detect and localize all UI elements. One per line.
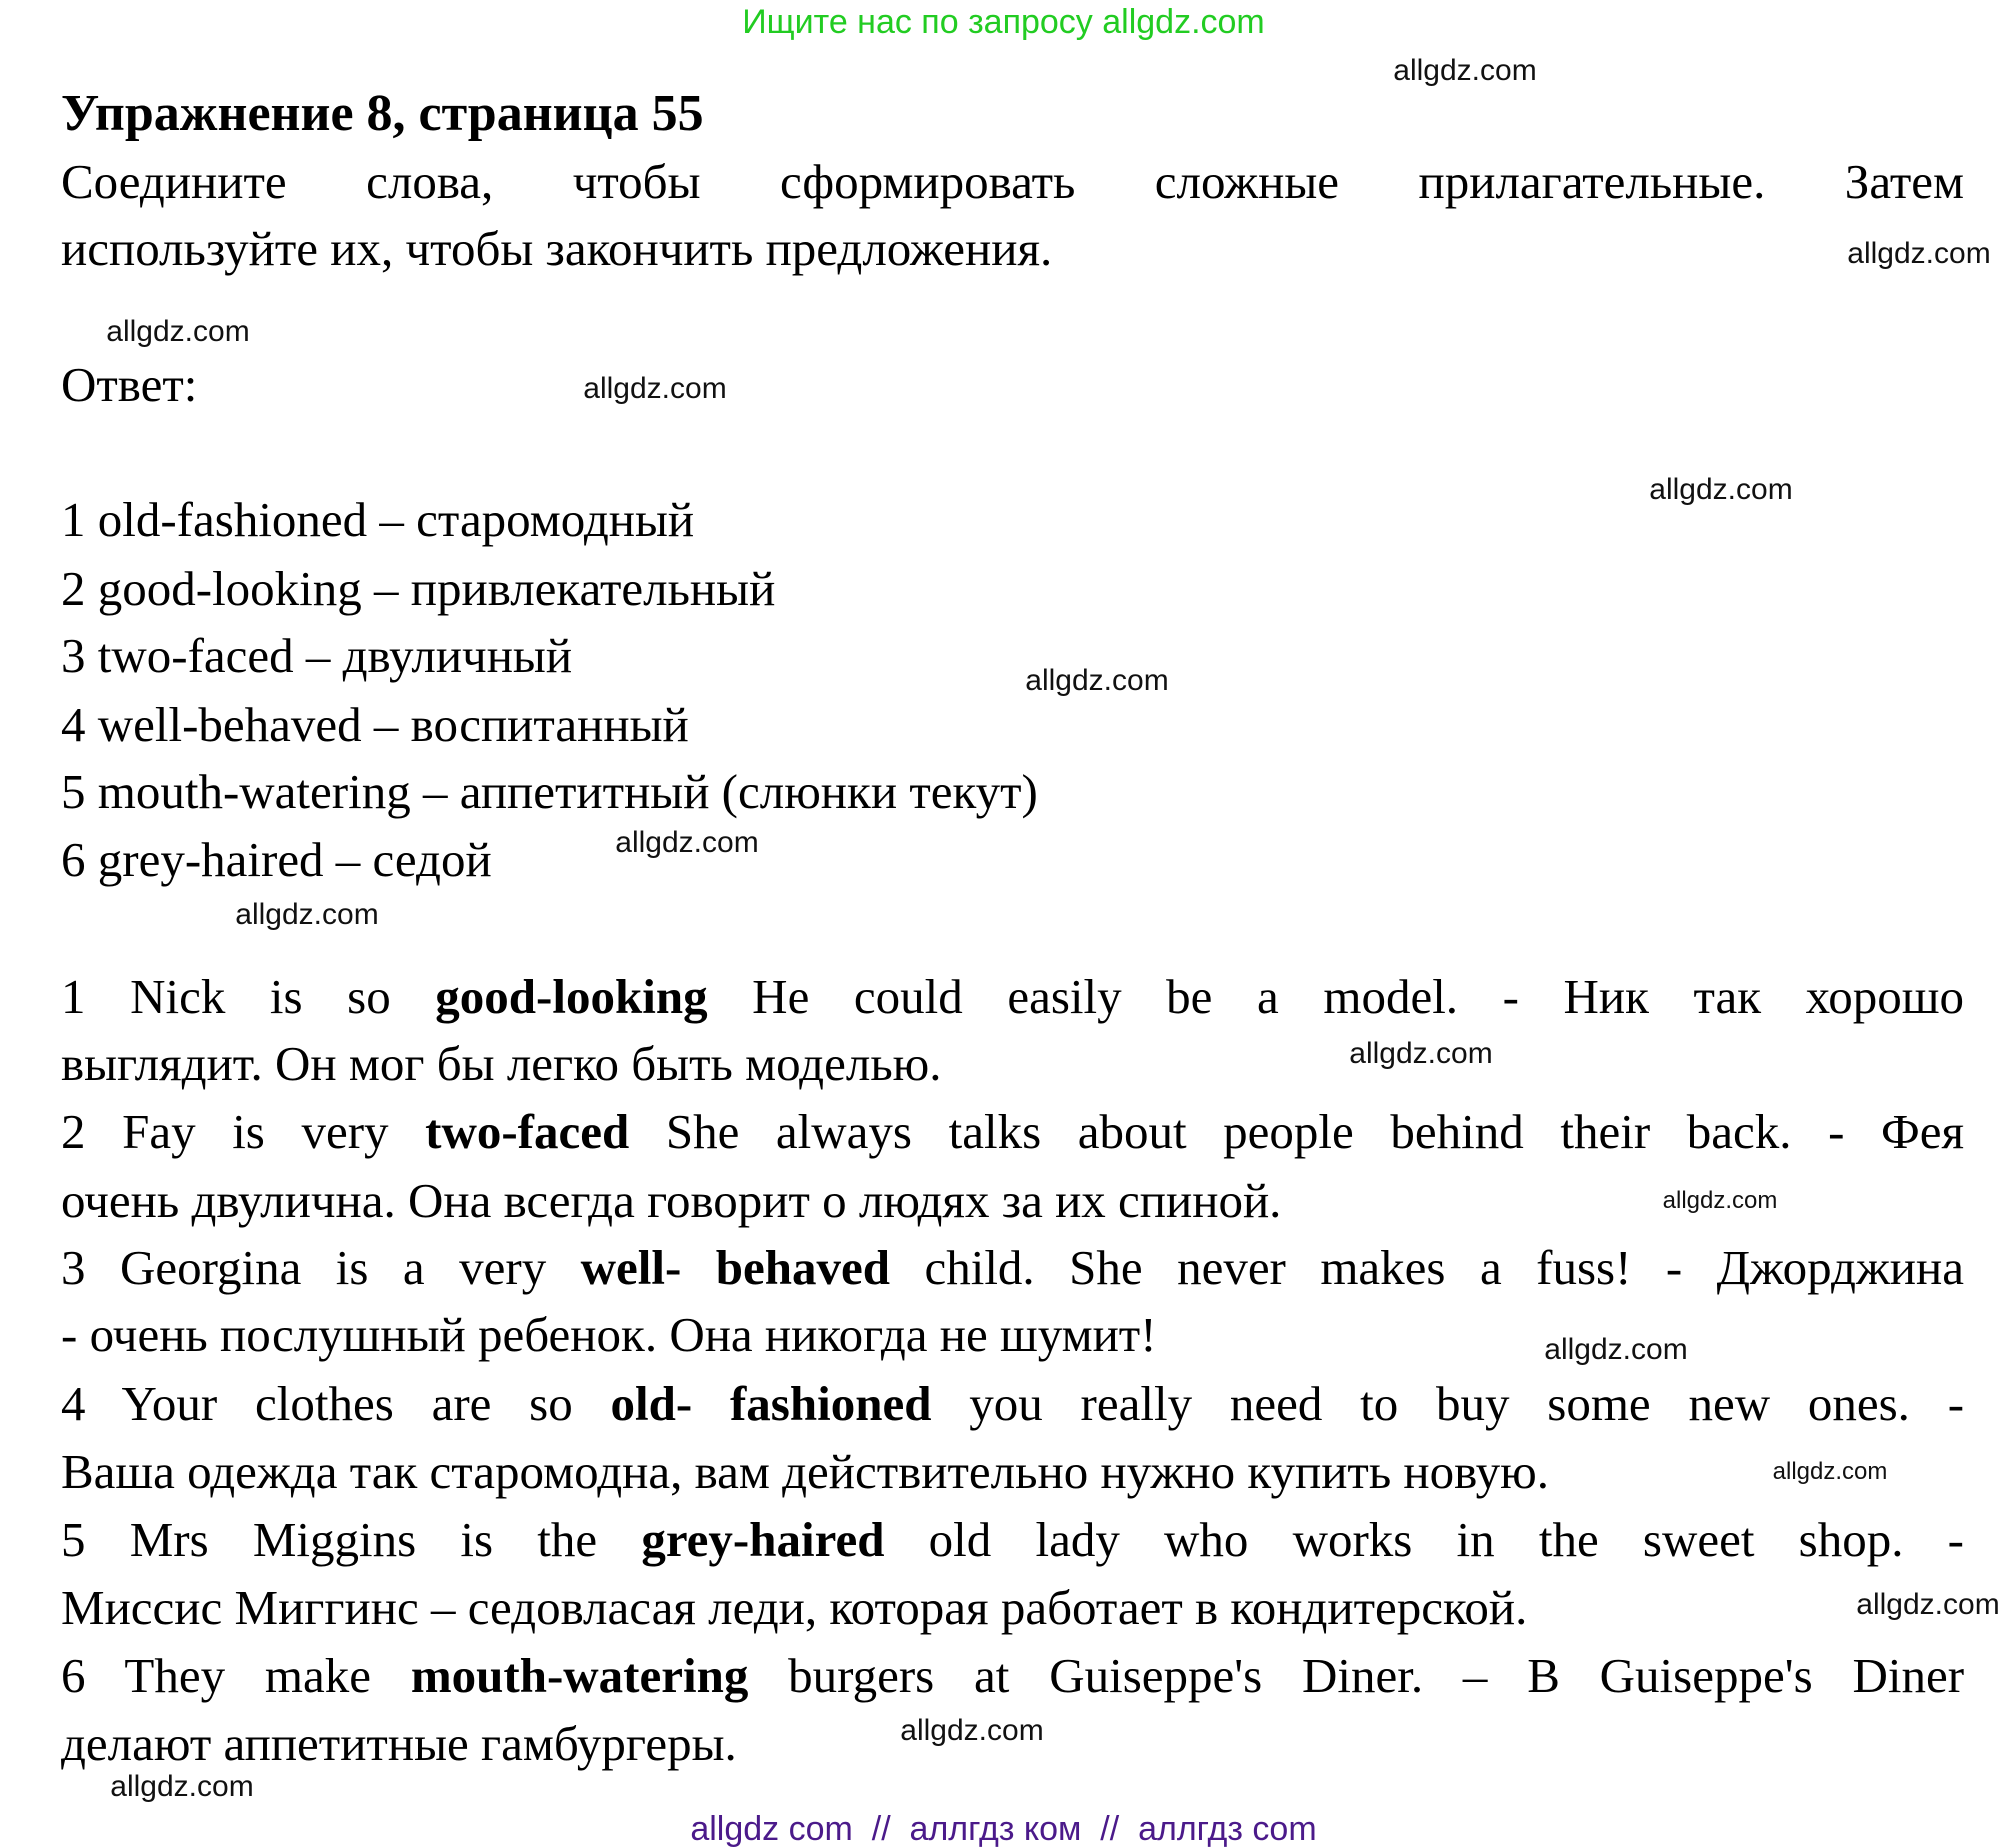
sentence-line xyxy=(61,965,1964,1029)
sentence-text: делают аппетитные гамбургеры. xyxy=(61,1716,737,1771)
sentence-line xyxy=(61,1440,1549,1504)
answer-word: mouth-watering xyxy=(410,1648,749,1703)
task-line: Соедините слова, чтобы сформировать сложные прилагательные. Затем xyxy=(61,154,1964,209)
sentence-line xyxy=(61,1372,1964,1436)
word-list-item: 4 well-behaved – воспитанный xyxy=(61,697,689,752)
watermark: allgdz.com xyxy=(1025,664,1169,697)
sentence-text: 5 Mrs Miggins is the xyxy=(61,1512,642,1567)
sentence-text: - очень послушный ребенок. Она никогда не шумит! xyxy=(61,1307,1157,1362)
watermark: allgdz.com xyxy=(1856,1588,2000,1621)
answer-word: good-looking xyxy=(435,969,708,1024)
watermark: allgdz.com xyxy=(1649,473,1793,506)
answer-word: grey-haired xyxy=(641,1512,885,1567)
watermark: allgdz.com xyxy=(1393,54,1537,87)
watermark: allgdz.com xyxy=(1662,1187,1778,1214)
sentence-text: He could easily be a model. - Ник так хорошо xyxy=(707,969,1965,1024)
watermark: allgdz.com xyxy=(110,1770,254,1803)
word-list-item: 3 two-faced – двуличный xyxy=(61,628,573,683)
word-list-item: 1 old-fashioned – старомодный xyxy=(61,492,695,547)
sentence-line xyxy=(61,1303,1157,1367)
word-list-item: 2 good-looking – привлекательный xyxy=(61,561,776,616)
watermark: allgdz.com xyxy=(1349,1037,1493,1070)
sentence-line xyxy=(61,1100,1964,1164)
exercise-heading: Упражнение 8, страница 55 xyxy=(61,85,704,142)
sentence-text: 2 Fay is very xyxy=(61,1104,426,1159)
sentence-text: She always talks about people behind their back. - Фея xyxy=(629,1104,1964,1159)
search-banner: Ищите нас по запросу allgdz.com xyxy=(742,3,1265,41)
sentence-text: выглядит. Он мог бы легко быть моделью. xyxy=(61,1036,942,1091)
sentence-text: burgers at Guiseppe's Diner. – В Guiseppe's Diner xyxy=(748,1648,1965,1703)
sentence-text: очень двулична. Она всегда говорит о людях за их спиной. xyxy=(61,1173,1282,1228)
word-list-item: 6 grey-haired – седой xyxy=(61,832,492,887)
answer-word: well- behaved xyxy=(580,1240,891,1295)
sentence-line xyxy=(61,1576,1527,1640)
sentence-text: you really need to buy some new ones. - xyxy=(931,1376,1965,1431)
watermark: allgdz.com xyxy=(900,1714,1044,1747)
sentence-text: 3 Georgina is a very xyxy=(61,1240,581,1295)
sentence-text: old lady who works in the sweet shop. - xyxy=(884,1512,1964,1567)
task-line: используйте их, чтобы закончить предложения. xyxy=(61,221,1053,276)
watermark: allgdz.com xyxy=(106,315,250,348)
sentence-line xyxy=(61,1169,1281,1233)
sentence-text: Ваша одежда так старомодна, вам действительно нужно купить новую. xyxy=(61,1444,1549,1499)
sentence-line xyxy=(61,1712,737,1776)
watermark: allgdz.com xyxy=(583,372,727,405)
sentence-text: 4 Your clothes are so xyxy=(61,1376,611,1431)
sentence-text: 6 They make xyxy=(61,1648,411,1703)
watermark: allgdz.com xyxy=(615,826,759,859)
answer-label: Ответ: xyxy=(61,357,198,412)
word-list-item: 5 mouth-watering – аппетитный (слюнки текут) xyxy=(61,764,1038,819)
sentence-text: 1 Nick is so xyxy=(61,969,436,1024)
answer-word: old- fashioned xyxy=(610,1376,932,1431)
sentence-line xyxy=(61,1032,942,1096)
footer-links: allgdz com // аллгдз ком // аллгдз com xyxy=(690,1810,1317,1848)
sentence-line xyxy=(61,1644,1964,1708)
sentence-line xyxy=(61,1508,1964,1572)
sentence-text: Миссис Миггинс – седовласая леди, которая работает в кондитерской. xyxy=(61,1580,1528,1635)
watermark: allgdz.com xyxy=(1544,1333,1688,1366)
sentence-text: child. She never makes a fuss! - Джорджина xyxy=(890,1240,1964,1295)
watermark: allgdz.com xyxy=(1847,237,1991,270)
sentence-line xyxy=(61,1236,1964,1300)
watermark: allgdz.com xyxy=(1772,1458,1888,1485)
answer-word: two-faced xyxy=(425,1104,630,1159)
watermark: allgdz.com xyxy=(235,898,379,931)
